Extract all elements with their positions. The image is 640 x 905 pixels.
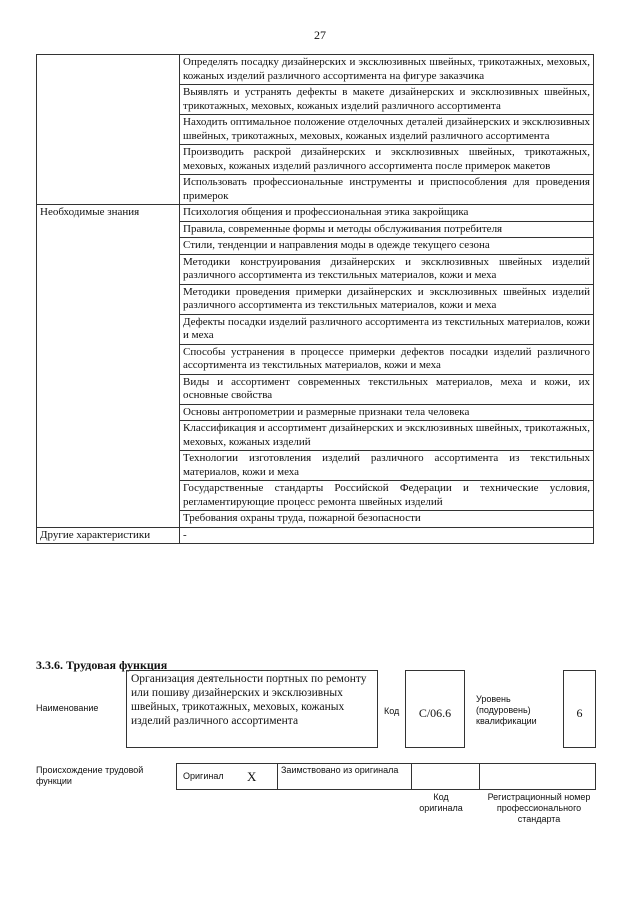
reg-number-caption: Регистрационный номер профессионального стандарта	[487, 792, 591, 824]
divider	[479, 764, 480, 789]
level-value: 6	[576, 706, 583, 720]
requirements-table	[36, 54, 594, 544]
origin-label: Происхождение трудовой функции	[36, 765, 144, 786]
name-label: Наименование	[36, 703, 99, 713]
row-item: Методики конструирования дизайнерских и эксклюзивных швейных изделий различного ассортимента из текстильных материалов, кожи и меха	[180, 254, 594, 284]
table-row	[37, 55, 594, 85]
row-item: Психология общения и профессиональная этика закройщика	[180, 205, 594, 222]
name-value: Организация деятельности портных по ремонту или пошиву дизайнерских и эксклюзивных швейных, трикотажных, меховых, кожаных изделий различного ассортимента	[131, 673, 367, 727]
row-item: Дефекты посадки изделий различного ассортимента из текстильных материалов, кожи и меха	[180, 314, 594, 344]
table-row	[37, 527, 594, 544]
row-label: Необходимые знания	[37, 205, 180, 528]
row-item: Методики проведения примерки дизайнерских и эксклюзивных швейных изделий различного ассортимента из текстильных материалов, кожи и меха	[180, 284, 594, 314]
row-label: Другие характеристики	[37, 527, 180, 544]
code-original-caption: Код оригинала	[419, 792, 463, 813]
row-item: -	[180, 527, 594, 544]
row-item: Использовать профессиональные инструменты и приспособления для проведения примерок	[180, 175, 594, 205]
code-label: Код	[384, 706, 400, 716]
code-box	[405, 670, 465, 748]
original-label: Оригинал	[183, 771, 224, 781]
row-item: Виды и ассортимент современных текстильных материалов, меха и кожи, их основные свойства	[180, 374, 594, 404]
section-title: 3.3.6. Трудовая функция	[36, 658, 168, 672]
row-item: Государственные стандарты Российской Федерации и технические условия, регламентирующие процесс ремонта швейных изделий	[180, 481, 594, 511]
level-box	[563, 670, 596, 748]
row-item: Определять посадку дизайнерских и эксклюзивных швейных, трикотажных, меховых, кожаных изделий различного ассортимента на фигуре заказчика	[180, 55, 594, 85]
origin-box	[176, 763, 596, 790]
borrowed-label: Заимствовано из оригинала	[281, 765, 399, 775]
row-item: Классификация и ассортимент дизайнерских и эксклюзивных швейных, трикотажных, меховых, кожаных изделий	[180, 421, 594, 451]
row-item: Выявлять и устранять дефекты в макете дизайнерских и эксклюзивных швейных, трикотажных, меховых, кожаных изделий различного ассортимента	[180, 85, 594, 115]
row-item: Находить оптимальное положение отделочных деталей дизайнерских и эксклюзивных швейных, трикотажных, меховых, кожаных изделий различного ассортимента	[180, 115, 594, 145]
divider	[277, 764, 278, 789]
row-item: Способы устранения в процессе примерки дефектов посадки изделий различного ассортимента из текстильных материалов, кожи и меха	[180, 344, 594, 374]
row-item: Производить раскрой дизайнерских и эксклюзивных швейных, трикотажных, меховых, кожаных изделий различного ассортимента после примерок макетов	[180, 145, 594, 175]
page-number: 27	[314, 28, 326, 42]
row-item: Требования охраны труда, пожарной безопасности	[180, 511, 594, 528]
table-row	[37, 205, 594, 222]
code-value: C/06.6	[418, 706, 452, 720]
level-label: Уровень (подуровень) квалификации	[476, 694, 537, 726]
divider	[411, 764, 412, 789]
row-label	[37, 55, 180, 205]
row-item: Правила, современные формы и методы обслуживания потребителя	[180, 221, 594, 238]
row-item: Технологии изготовления изделий различного ассортимента из текстильных материалов, кожи и меха	[180, 451, 594, 481]
row-item: Стили, тенденции и направления моды в одежде текущего сезона	[180, 238, 594, 255]
name-box	[126, 670, 378, 748]
original-mark: X	[247, 769, 257, 784]
row-item: Основы антропометрии и размерные признаки тела человека	[180, 404, 594, 421]
